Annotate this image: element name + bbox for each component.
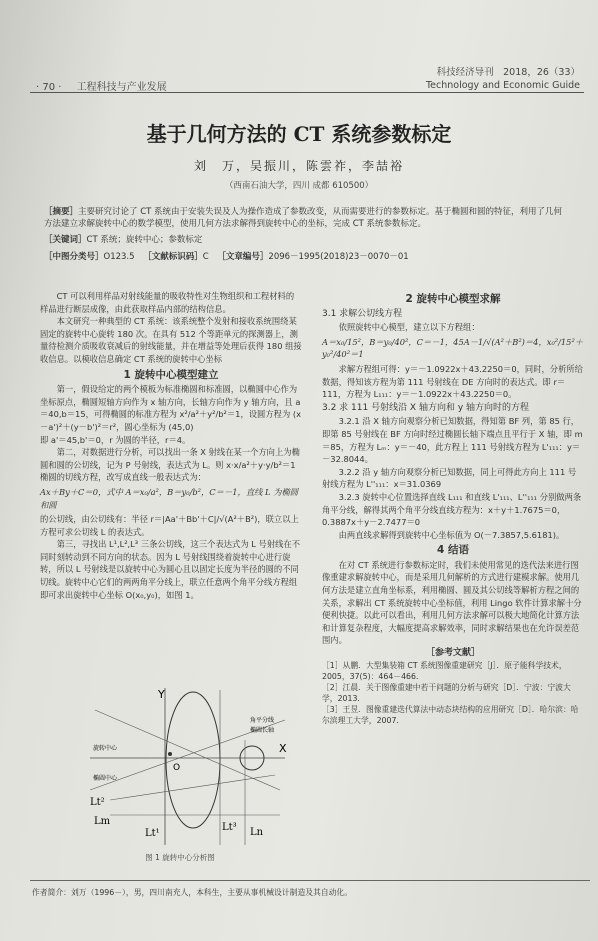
conclusion-paragraph: 在对 CT 系统进行参数标定时，我们未使用常见的迭代法来进行图像重建求解旋转中心，而是采用几何解析的方式进行建模求解。使用几何方法是建立直角坐标系，利用椭圆、圆及其公切线等解析方程之间的关系，求解出 CT 系统旋转中心坐标值，利用 Lingo 软件计算求解十分便利快捷。以此可以看出，利用几何方法求解可以极大地简化计算方法和计算复杂程度，大幅度提高求解效率，同时求解结果也在允许误差范围内。 (322, 559, 582, 646)
keywords-text: CT 系统；旋转中心；参数标定 (86, 235, 203, 245)
section-1-paragraph-2: 第二，对数据进行分析，可以找出一条 X 射线在某一个方向上为椭圆和圆的公切线，记为 P 号射线，表达式为 L。则 x·x/a²＋y·y/b²＝1 椭圆的切线方程，改写成直线一般表达式为： (40, 447, 300, 483)
annotation-rotation-center: 旋转中心 (93, 745, 118, 752)
subsection-3-1-heading: 3.1 求解公切线方程 (322, 308, 403, 319)
section-2-heading: 2 旋转中心模型求解 (405, 293, 501, 305)
figure-1 (70, 680, 300, 880)
subsection-3-2-3: 3.2.3 旋转中心位置选择直线 L₁₁₁ 和直线 L'₁₁₁、L''₁₁₁ 分别做两条角平分线，解得其两个角平分线直线方程为：x＋y＋1.7675＝0，0.3887x＋y－2.7477＝0 (322, 491, 582, 528)
label-lm: Lm (94, 816, 111, 827)
section-1-heading: 1 旋转中心模型建立 (123, 368, 219, 381)
clc-value: O123.5 (103, 252, 135, 262)
x-axis-label: X (279, 742, 287, 755)
abstract-block (44, 206, 564, 230)
reference-1: ［1］从鹏．大型集装箱 CT 系统图像重建研究［J］．原子能科学技术，2005，37(5)：464－466． (322, 660, 567, 681)
doc-code-label: ［文献标识码］ (143, 252, 203, 262)
subsection-3-2-2: 3.2.2 沿 y 轴方向观察分析已知数据，同上可得此方向上 111 号射线方程为 L''₁₁₁：x＝31.0369 (322, 466, 577, 490)
paper-title: 基于几何方法的 CT 系统参数标定 (146, 122, 452, 146)
label-ln: Ln (250, 827, 264, 838)
header-rule (30, 92, 584, 93)
label-lt2: Lt² (90, 797, 105, 808)
label-lt3: Lt³ (222, 822, 237, 833)
footnote-rule (30, 880, 590, 881)
subsection-3-2-1: 3.2.1 沿 X 轴方向观察分析已知数据，得知第 BF 列，第 85 行，即第 85 号射线在 BF 方向时经过椭圆长轴下端点且平行于 X 轴，即 m＝85，方程为 Lₘ：y＝－40，此方程上 111 号射线方程为 L'₁₁₁：y＝－32.8044。 (322, 416, 583, 465)
tangent-line-3 (110, 775, 275, 800)
section-2-paragraph-2: 求解方程组可得：y＝－1.0922x＋43.2250＝0，同时，分析所给数据，得知该方程为第 111 号射线在 DE 方向时的表达式。即 r＝111，方程为 L₁₁₁：y＝－1.0922x＋43.2250＝0。 (322, 363, 583, 400)
label-lt1: Lt¹ (145, 828, 160, 839)
reference-3: ［3］王昱．图像重建迭代算法中动态块结构的应用研究［D］．哈尔滨：哈尔滨理工大学，2007． (322, 704, 579, 725)
keywords-block (44, 234, 564, 246)
section-2-paragraph-1: 依照旋转中心模型，建立以下方程组： (338, 322, 480, 333)
article-no-label: ［文章编号］ (217, 252, 269, 262)
tangent-equation: Ax＋By＋C＝0，式中 A＝x₀/a²，B＝y₀/b²，C＝－1，直线 L 为椭圆和圆 (40, 486, 299, 510)
page-number: · 70 · (36, 82, 62, 93)
figure-1-caption: 图 1 旋转中心分析图 (145, 853, 215, 862)
y-axis-label: Y (158, 688, 165, 701)
paper-authors: 刘 万，吴振川，陈雲祚，李喆裕 (193, 159, 404, 173)
clc-label: ［中图分类号］ (44, 252, 104, 262)
rotation-center-result: 由两直线求解得到旋转中心坐标值为 O(－7.3857,5.6181)。 (338, 529, 565, 540)
section-1-paragraph-1b: 即 a'＝45,b'＝0，r 为圆的半径，r＝4。 (40, 434, 191, 445)
left-column (40, 290, 302, 601)
equation-system: A＝x₀/15²，B＝y₀/40²，C＝－1，45A－1/√(A²＋B²)＝4，x₀²/15²＋y₀²/40²＝1 (322, 336, 584, 360)
section-1-paragraph-3: 第三，寻找出 L¹,L²,L³ 三条公切线，这三个表达式为 L 号射线在不同时刻转动到不同方向的状态。因为 L 号射线围绕着旋转中心进行旋转，所以 L 号射线是以旋转中心为圆心且以固定长度为半径的圆的不同切线。旋转中心它们的两两角平分线上，联立任意两个角平分线方程组即可求出旋转中心坐标 O(x₀,y₀)，如图 1。 (40, 539, 301, 600)
author-footnote: 作者简介：刘万（1996－），男，四川南充人，本科生，主要从事机械设计制造及其自动化。 (32, 888, 353, 897)
abstract-text: 主要研究讨论了 CT 系统由于安装失误及人为操作造成了参数改变，从而需要进行的参数标定。基于椭圆和圆的特征，利用了几何方法建立求解旋转中心的数学模型，使用几何方法求解得到旋转中心的坐标，完成 CT 系统参数标定。 (44, 207, 563, 229)
section-1-paragraph-2b: 的公切线，由公切线有：半径 r＝|Aa'＋Bb'＋C|/√(A²＋B²)，联立以上方程可求公切线 L 的表达式。 (40, 514, 299, 537)
journal-name-cn: 工程科技与产业发展 (76, 82, 167, 93)
intro-paragraph-1: CT 可以利用样品对射线能量的吸收特性对生物组织和工程材料的样品进行断层成像，由此获取样品内部的结构信息。 (40, 291, 295, 314)
journal-issue: 科技经济导刊 2018，26（33） (436, 67, 580, 78)
running-header-right (426, 66, 580, 92)
reference-2: ［2］江晨．关于图像重建中若干问题的分析与研究［D］．宁波：宁波大学，2013． (322, 682, 571, 703)
annotation-major-axis: 椭圆长轴 (250, 727, 275, 734)
section-1-paragraph-1: 第一，假设给定的两个模板为标准椭圆和标准圆，以椭圆中心作为坐标原点，椭圆短轴方向作为 x 轴方向，长轴方向作为 y 轴方向，且 a＝40,b＝15，可得椭圆的标准方程为 x²/a²＋y²/b²＝1，设圆方程为 (x－a')²＋(y－b')²＝r²，圆心坐标为 (45,0) (40, 384, 302, 432)
rotation-center-diagram (70, 680, 300, 850)
annotation-bisector: 角平分线 (250, 717, 275, 724)
right-column (322, 290, 584, 726)
keywords-label: ［关键词］ (44, 235, 87, 245)
references-heading: ［参考文献］ (425, 648, 480, 659)
section-4-heading: 4 结语 (437, 544, 469, 557)
origin-label: O (173, 763, 181, 773)
classification-row (44, 250, 415, 262)
abstract-label: ［摘要］ (44, 207, 79, 217)
article-no-value: 2096－1995(2018)23－0070－01 (268, 252, 409, 262)
journal-name-en: Technology and Economic Guide (425, 80, 580, 91)
references-list (322, 660, 584, 726)
subsection-3-2-heading: 3.2 求 111 号射线沿 X 轴方向和 y 轴方向时的方程 (322, 402, 530, 413)
intro-paragraph-2: 本文研究一种典型的 CT 系统：该系统整个发射和接收系统围绕某固定的旋转中心旋转 180 次。在具有 512 个等距单元的探测器上，测量待检测介质吸收衰减后的射线能量，并在增益等处理后获得 180 组接收信息。以模收信息确定 CT 系统的旋转中心坐标 (40, 316, 302, 364)
running-header-left (36, 78, 179, 93)
paper-affiliation: （西南石油大学，四川 成都 610500） (224, 181, 374, 191)
rotation-center-point (168, 752, 172, 756)
annotation-ellipse-center: 椭圆中心 (93, 775, 118, 782)
doc-code-value: C (202, 252, 209, 262)
